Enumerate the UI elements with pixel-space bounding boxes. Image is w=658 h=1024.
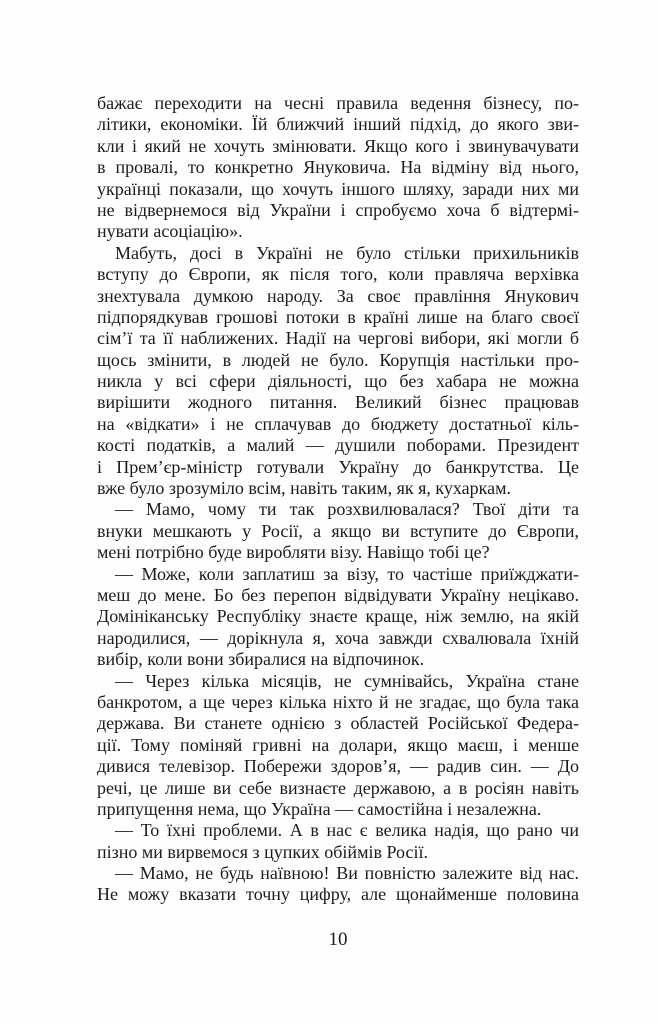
paragraph (97, 499, 579, 563)
text-line-content: — Через кілька місяців, не сумнівайсь, Україна стане (115, 670, 579, 691)
text-line-content: на «відкати» і не сплачував до бюджету достатньої кіль- (97, 413, 579, 434)
text-line-content: — Може, коли заплатиш за візу, то частіше приїжджати- (115, 563, 579, 584)
text-line (97, 606, 579, 627)
text-line (97, 671, 579, 692)
text-line-content: і Прем’єр-міністр готували Україну до банкрутства. Це (97, 456, 579, 477)
text-line (97, 649, 579, 670)
page-text-block (97, 93, 579, 906)
text-line (97, 713, 579, 734)
text-line (97, 842, 579, 863)
text-line (97, 863, 579, 884)
text-line-content: ції. Тому поміняй гривні на долари, якщо маєш, і менше (97, 734, 579, 755)
text-line (97, 286, 579, 307)
text-line (97, 307, 579, 328)
text-line-content: вже було зрозуміло всім, навіть таким, як я, кухаркам. (97, 478, 512, 499)
text-line-content: внуки мешкають у Росії, а якщо ви вступите до Європи, (97, 520, 579, 541)
text-line (97, 350, 579, 371)
text-line (97, 435, 579, 456)
text-line (97, 457, 579, 478)
text-line-content: — Мамо, не будь наївною! Ви повністю залежите від нас. (115, 863, 579, 884)
text-line-content: кли і який не хочуть змінювати. Якщо кого і звинувачувати (97, 135, 579, 156)
text-line-content: сім’ї та її наближених. Надії на чергові вибори, які могли б (97, 328, 579, 349)
text-line (97, 542, 579, 563)
text-line-content: — То їхні проблеми. А в нас є велика надія, що рано чи (115, 820, 579, 841)
text-line-content: держава. Ви станете однією з областей Російської Федера- (97, 713, 579, 734)
text-line (97, 371, 579, 392)
text-line-content: в провалі, то конкретно Януковича. На відміну від нього, (97, 157, 579, 178)
text-line (97, 264, 579, 285)
text-line-content: народилися, — дорікнула я, хоча завжди схвалювала їхній (97, 627, 579, 648)
text-line-content: підпорядкував грошові потоки в країні лише на благо своєї (97, 306, 579, 327)
text-line-content: никла у всі сфери діяльності, що без хабара не можна (97, 371, 579, 392)
text-line (97, 799, 579, 820)
text-line (97, 179, 579, 200)
text-line-content: літики, економіки. Їй ближчий інший підхід, до якого зви- (97, 114, 579, 135)
text-line-content: мені потрібно буде виробляти візу. Навіщо тобі це? (97, 542, 490, 563)
text-line (97, 564, 579, 585)
text-line (97, 414, 579, 435)
text-line-content: вибір, коли вони збиралися на відпочинок. (97, 649, 425, 670)
text-line-content: меш до мене. Бо без перепон відвідувати Україну нецікаво. (97, 584, 579, 605)
text-line-content: щось змінити, в людей не було. Корупція настільки про- (97, 349, 579, 370)
text-line-content: нувати асоціацію». (97, 221, 243, 242)
text-line (97, 692, 579, 713)
text-line (97, 778, 579, 799)
text-line-content: речі, це лише ви себе визнаєте державою, а в росіян навіть (97, 777, 579, 798)
text-line (97, 93, 579, 114)
text-line-content: Не можу вказати точну цифру, але щонайменше половина (97, 884, 579, 905)
text-line (97, 157, 579, 178)
text-line (97, 521, 579, 542)
text-line (97, 585, 579, 606)
text-line-content: українці показали, що хочуть іншого шляху, заради них ми (97, 178, 579, 199)
text-line (97, 136, 579, 157)
text-line-content: вирішити жодного питання. Великий бізнес працював (97, 392, 579, 413)
paragraph (97, 820, 579, 863)
text-line (97, 392, 579, 413)
text-line (97, 114, 579, 135)
paragraph (97, 564, 579, 671)
text-line-content: банкротом, а ще через кілька ніхто й не згадає, що була така (97, 691, 579, 712)
text-line (97, 820, 579, 841)
paragraph (97, 863, 579, 906)
page-number: 10 (328, 929, 348, 950)
text-line-content: пізно ми вирвемося з цупких обіймів Росії. (97, 841, 428, 862)
text-line-content: бажає переходити на чесні правила ведення бізнесу, по- (97, 93, 579, 113)
text-line-content: дивися телевізор. Побережи здоров’я, — радив син. — До (97, 756, 579, 777)
text-line-content: не відвернемося від України і спробуємо хоча б відтермі- (97, 199, 579, 220)
text-line (97, 628, 579, 649)
paragraph (97, 243, 579, 500)
text-line (97, 884, 579, 905)
text-line (97, 499, 579, 520)
text-line (97, 478, 579, 499)
text-line-content: вступу до Європи, як після того, коли правляча верхівка (97, 264, 579, 285)
text-line-content: — Мамо, чому ти так розхвилювалася? Твої діти та (115, 499, 579, 520)
text-line-content: знехтувала думкою народу. За своє правління Янукович (97, 285, 579, 306)
text-line (97, 756, 579, 777)
text-line (97, 221, 579, 242)
paragraph (97, 93, 579, 243)
paragraph (97, 671, 579, 821)
text-line-content: Домініканську Республіку знаєте краще, ніж землю, на якій (97, 606, 579, 627)
text-line-content: Мабуть, досі в Україні не було стільки прихильників (115, 242, 579, 263)
text-line (97, 200, 579, 221)
text-line (97, 735, 579, 756)
text-line-content: кості податків, а малий — душили поборами. Президент (97, 435, 579, 456)
text-line-content: припущення нема, що Україна — самостійна і незалежна. (97, 798, 542, 819)
text-line (97, 328, 579, 349)
text-line (97, 243, 579, 264)
